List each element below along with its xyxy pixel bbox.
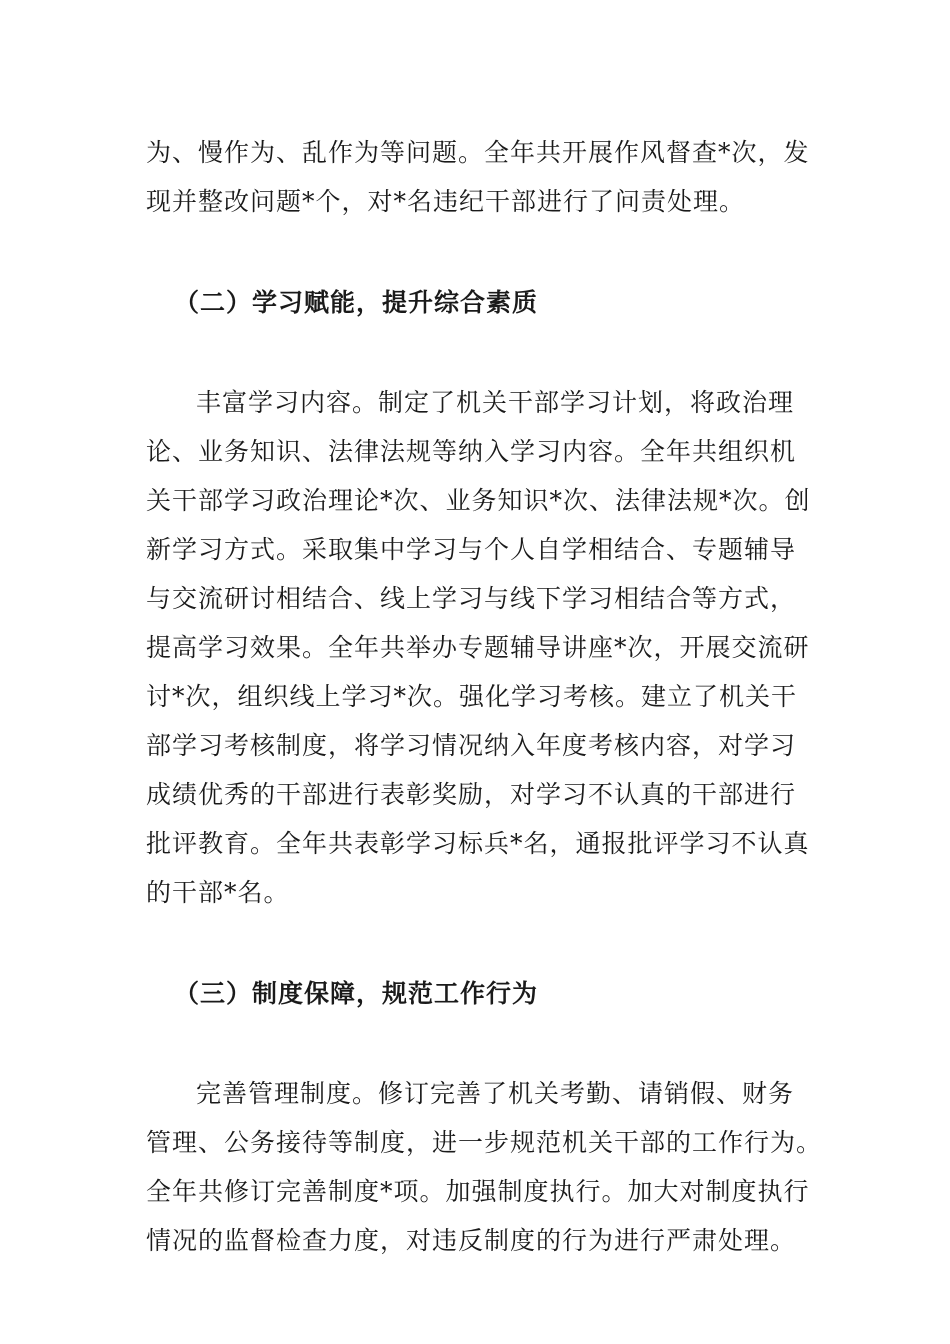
- section-heading-3: （三）制度保障，规范工作行为: [174, 979, 539, 1008]
- paragraph-3: [146, 1069, 823, 1265]
- paragraph-line: 讨*次，组织线上学习*次。强化学习考核。建立了机关干: [146, 682, 798, 711]
- paragraph-line: 情况的监督检查力度，对违反制度的行为进行严肃处理。: [146, 1226, 797, 1255]
- paragraph-line: 管理、公务接待等制度，进一步规范机关干部的工作行为。: [146, 1128, 823, 1157]
- paragraph-line: 提高学习效果。全年共举办专题辅导讲座*次，开展交流研: [146, 633, 810, 662]
- paragraph-line: 关干部学习政治理论*次、业务知识*次、法律法规*次。创: [146, 486, 811, 515]
- paragraph-line: 完善管理制度。修订完善了机关考勤、请销假、财务: [196, 1079, 795, 1108]
- paragraph-line: 的干部*名。: [146, 878, 290, 907]
- paragraph-1: [146, 128, 810, 226]
- paragraph-line: 部学习考核制度，将学习情况纳入年度考核内容，对学习: [146, 731, 797, 760]
- paragraph-line: 丰富学习内容。制定了机关干部学习计划，将政治理: [196, 388, 795, 417]
- document-page: [146, 128, 823, 1265]
- paragraph-line: 论、业务知识、法律法规等纳入学习内容。全年共组织机: [146, 437, 797, 466]
- paragraph-2: [146, 378, 811, 917]
- paragraph-line: 批评教育。全年共表彰学习标兵*名，通报批评学习不认真: [146, 829, 810, 858]
- paragraph-line: 成绩优秀的干部进行表彰奖励，对学习不认真的干部进行: [146, 780, 797, 809]
- paragraph-line: 现并整改问题*个，对*名违纪干部进行了问责处理。: [146, 187, 746, 216]
- section-heading-2: （二）学习赋能，提升综合素质: [174, 288, 539, 317]
- paragraph-line: 为、慢作为、乱作为等问题。全年共开展作风督查*次，发: [146, 138, 810, 167]
- paragraph-line: 与交流研讨相结合、线上学习与线下学习相结合等方式，: [146, 584, 797, 613]
- paragraph-line: 新学习方式。采取集中学习与个人自学相结合、专题辅导: [146, 535, 797, 564]
- paragraph-line: 全年共修订完善制度*项。加强制度执行。加大对制度执行: [146, 1177, 810, 1206]
